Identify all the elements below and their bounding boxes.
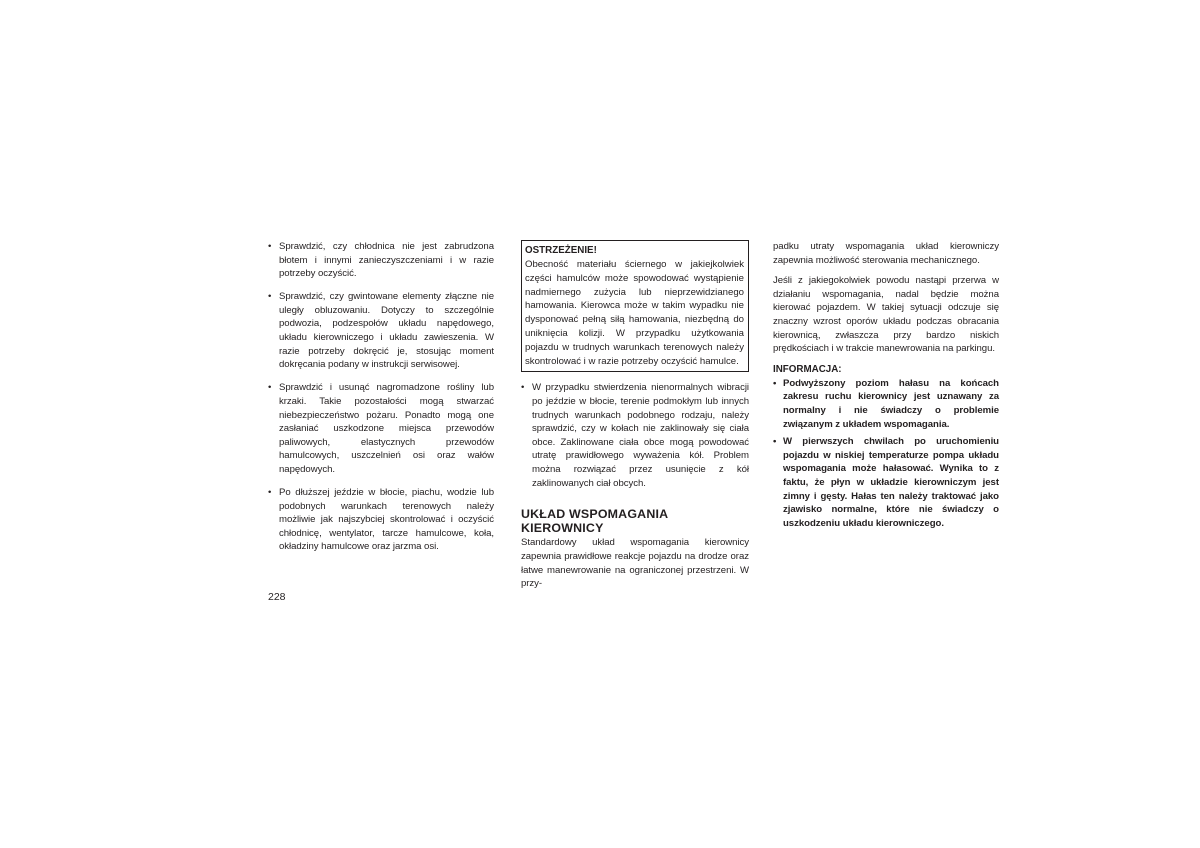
list-item bbox=[521, 381, 749, 490]
middle-column bbox=[521, 240, 749, 591]
bullet-icon: • bbox=[773, 436, 777, 448]
bullet-icon: • bbox=[773, 377, 777, 389]
list-item-text: Po dłuższej jeździe w błocie, piachu, wodzie lub podobnych warunkach terenowych należy możliwie jak najszybciej skontrolować i oczyścić chłodnicę, wentylator, tarcze hamulcowe, koła, okładziny hamulcowe oraz jarzma osi. bbox=[279, 487, 494, 553]
section-paragraph: Standardowy układ wspomagania kierownicy zapewnia prawidłowe reakcje pojazdu na drodze oraz łatwe manewrowanie na ograniczonej przestrzeni. W przy- bbox=[521, 537, 749, 590]
list-item-text: Sprawdzić, czy chłodnica nie jest zabrudzona błotem i innymi zanieczyszczeniami i w razie potrzeby oczyścić. bbox=[279, 241, 494, 280]
list-item bbox=[773, 435, 999, 530]
list-item-text: W pierwszych chwilach po uruchomieniu pojazdu w niskiej temperaturze pompa układu wspomagania może hałasować. Wynika to z faktu, że płyn w układzie kierowniczym jest zimny i gęsty. Hałas ten należy traktować jako zjawisko normalne, które nie świadczy o uszkodzeniu układu kierowniczego. bbox=[783, 436, 999, 529]
paragraph: Jeśli z jakiegokolwiek powodu nastąpi przerwa w działaniu wspomagania, nadal będzie można kierować pojazdem. W takiej sytuacji odczuje się znaczny wzrost oporów układu podczas obracania kierownicą, zwłaszcza przy bardzo niskich prędkościach i w trakcie manewrowania na parkingu. bbox=[773, 275, 999, 355]
list-item bbox=[773, 377, 999, 431]
bullet-icon: • bbox=[521, 382, 525, 394]
list-item-text: W przypadku stwierdzenia nienormalnych wibracji po jeździe w błocie, terenie podmokłym lub innych trudnych warunkach podobnego rodzaju, należy sprawdzić, czy w kołach nie zaklinowały się ciała obce. Zaklinowane ciała obce mogą powodować utratę prawidłowego wyważenia kół. Problem można rozwiązać przez usunięcie z kół zaklinowanych ciał obcych. bbox=[532, 382, 749, 489]
bullet-icon: • bbox=[268, 241, 272, 252]
right-column bbox=[773, 240, 999, 534]
page-number: 228 bbox=[268, 591, 286, 603]
paragraph: padku utraty wspomagania układ kierowniczy zapewnia możliwość sterowania mechanicznego. bbox=[773, 241, 999, 266]
bullet-icon: • bbox=[268, 487, 272, 498]
left-column bbox=[268, 240, 494, 563]
list-item bbox=[268, 290, 494, 372]
warning-text: Obecność materiału ściernego w jakiejkolwiek części hamulców może spowodować wystąpienie nadmiernego zużycia lub nieprzewidzianego hamowania. Kierowca może w takim wypadku nie dysponować pełną siłą hamowania, niezbędną do uniknięcia kolizji. W przypadku użytkowania pojazdu w trudnych warunkach terenowych należy skontrolować i w razie potrzeby oczyścić hamulce. bbox=[525, 259, 744, 367]
list-item bbox=[268, 240, 494, 281]
list-item-text: Sprawdzić i usunąć nagromadzone rośliny lub krzaki. Takie pozostałości mogą stwarzać niebezpieczeństwo pożaru. Ponadto mogą one zasłaniać uszkodzone miejsca przewodów paliwowych, elastycznych przewodów hamulcowych, uszczelnień osi oraz wałów napędowych. bbox=[279, 382, 494, 475]
bullet-icon: • bbox=[268, 382, 272, 394]
info-title: INFORMACJA: bbox=[773, 363, 842, 375]
warning-title: OSTRZEŻENIE! bbox=[525, 245, 597, 256]
list-item bbox=[268, 381, 494, 476]
list-item-text: Sprawdzić, czy gwintowane elementy złączne nie uległy obluzowaniu. Dotyczy to szczególnie podwozia, podzespołów układu napędowego, układu kierowniczego i układu zawieszenia. W razie potrzeby dokręcić je, stosując moment dokręcania podany w instrukcji serwisowej. bbox=[279, 291, 494, 371]
bullet-icon: • bbox=[268, 291, 272, 303]
list-item bbox=[268, 486, 494, 554]
section-heading: UKŁAD WSPOMAGANIA KIEROWNICY bbox=[521, 507, 668, 535]
list-item-text: Podwyższony poziom hałasu na końcach zakresu ruchu kierownicy jest uznawany za normalny i nie świadczy o problemie związanym z układem wspomagania. bbox=[783, 377, 999, 430]
warning-box bbox=[521, 240, 749, 372]
